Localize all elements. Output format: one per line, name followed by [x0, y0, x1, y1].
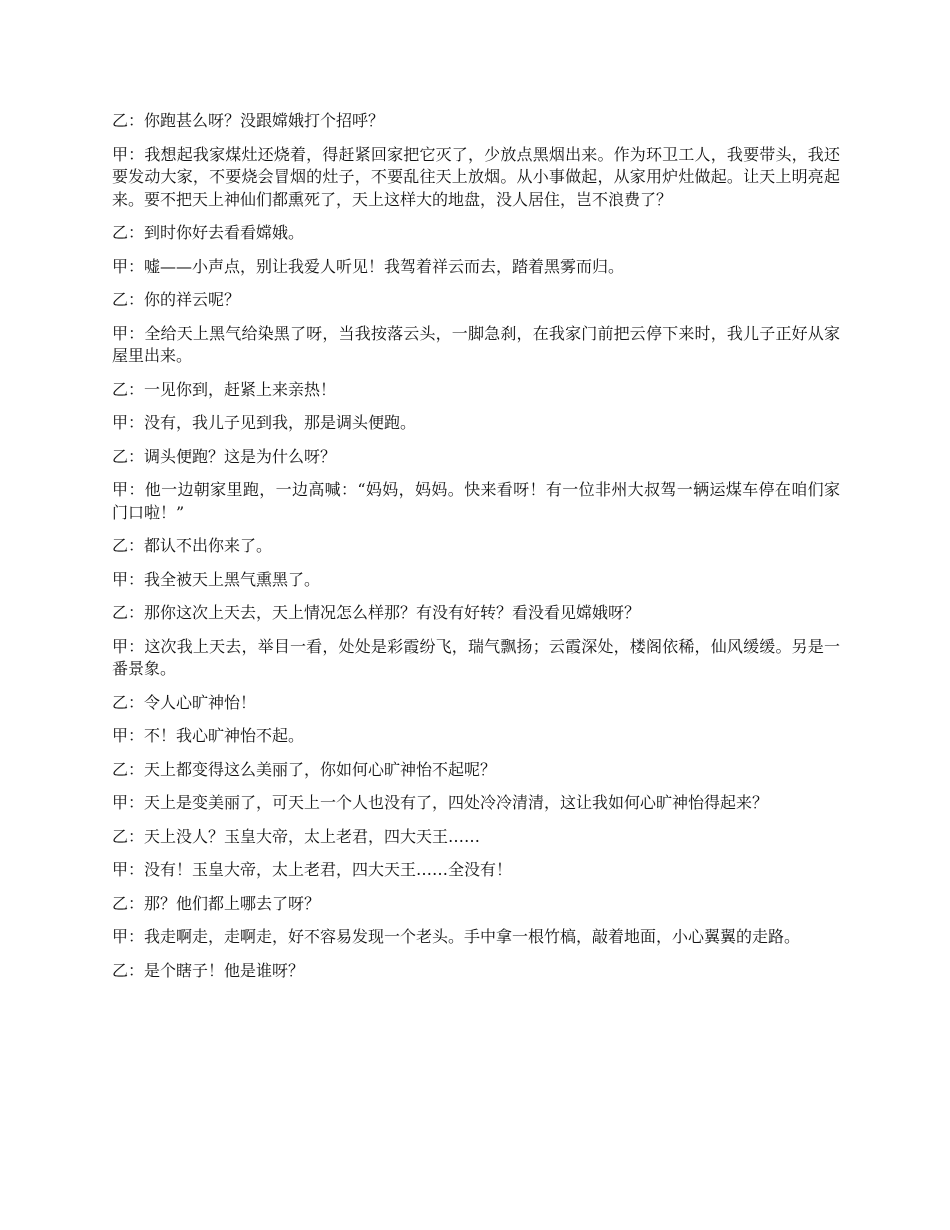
- dialogue-line: 甲：他一边朝家里跑，一边高喊：“妈妈，妈妈。快来看呀！有一位非州大叔驾一辆运煤车停在咱们家门口啦！”: [112, 480, 840, 522]
- dialogue-line: 甲：嘘——小声点，别让我爱人听见！我驾着祥云而去，踏着黑雾而归。: [112, 256, 625, 276]
- dialogue-line: 乙：到时你好去看看嫦娥。: [112, 223, 305, 242]
- dialogue-line: 乙：天上都变得这么美丽了，你如何心旷神怡不起呢？: [112, 759, 497, 779]
- dialogue-line: 乙：那？他们都上哪去了呀？: [112, 893, 321, 913]
- dialogue-line: 甲：全给天上黑气给染黑了呀，当我按落云头，一脚急刹，在我家门前把云停下来时，我儿子正好从家屋里出来。: [112, 323, 840, 365]
- dialogue-line: 乙：你跑甚么呀？没跟嫦娥打个招呼？: [112, 111, 385, 130]
- dialogue-line: 乙：是个瞎子！他是谁呀？: [112, 960, 305, 980]
- dialogue-line: 甲：我走啊走，走啊走，好不容易发现一个老头。手中拿一根竹槁，敲着地面，小心翼翼的走路。: [112, 927, 801, 946]
- dialogue-line: 甲：不！我心旷神怡不起。: [112, 726, 305, 745]
- dialogue-line: 甲：天上是变美丽了，可天上一个人也没有了，四处冷冷清清，这让我如何心旷神怡得起来？: [112, 793, 769, 812]
- dialogue-line: 甲：这次我上天去，举目一看，处处是彩霞纷飞，瑞气飘扬；云霞深处，楼阁依稀，仙风缓缓。另是一番景象。: [112, 636, 840, 678]
- dialogue-line: 乙：一见你到，赶紧上来亲热！: [112, 379, 337, 399]
- dialogue-line: 乙：调头便跑？这是为什么呀？: [112, 446, 337, 466]
- dialogue-line: 乙：令人心旷神怡！: [112, 692, 257, 712]
- dialogue-line: 甲：没有，我儿子见到我，那是调头便跑。: [112, 413, 417, 432]
- dialogue-line: 乙：都认不出你来了。: [112, 536, 273, 555]
- dialogue-line: 乙：天上没人？玉皇大帝，太上老君，四大天王……: [112, 826, 481, 846]
- dialogue-line: 甲：没有！玉皇大帝，太上老君，四大天王……全没有！: [112, 860, 513, 879]
- dialogue-line: 甲：我想起我家煤灶还烧着，得赶紧回家把它灭了，少放点黑烟出来。作为环卫工人，我要带头，我还要发动大家，不要烧会冒烟的灶子，不要乱往天上放烟。从小事做起，从家用炉灶做起。让天上明亮起来。要不把天上神仙们都熏死了，天上这样大的地盘，没人居住，岂不浪费了？: [112, 144, 840, 209]
- dialogue-line: 乙：那你这次上天去，天上情况怎么样那？有没有好转？看没看见嫦娥呀？: [112, 603, 641, 622]
- dialogue-line: 甲：我全被天上黑气熏黑了。: [112, 569, 321, 589]
- document-page: [112, 110, 840, 993]
- dialogue-line: 乙：你的祥云呢？: [112, 290, 241, 309]
